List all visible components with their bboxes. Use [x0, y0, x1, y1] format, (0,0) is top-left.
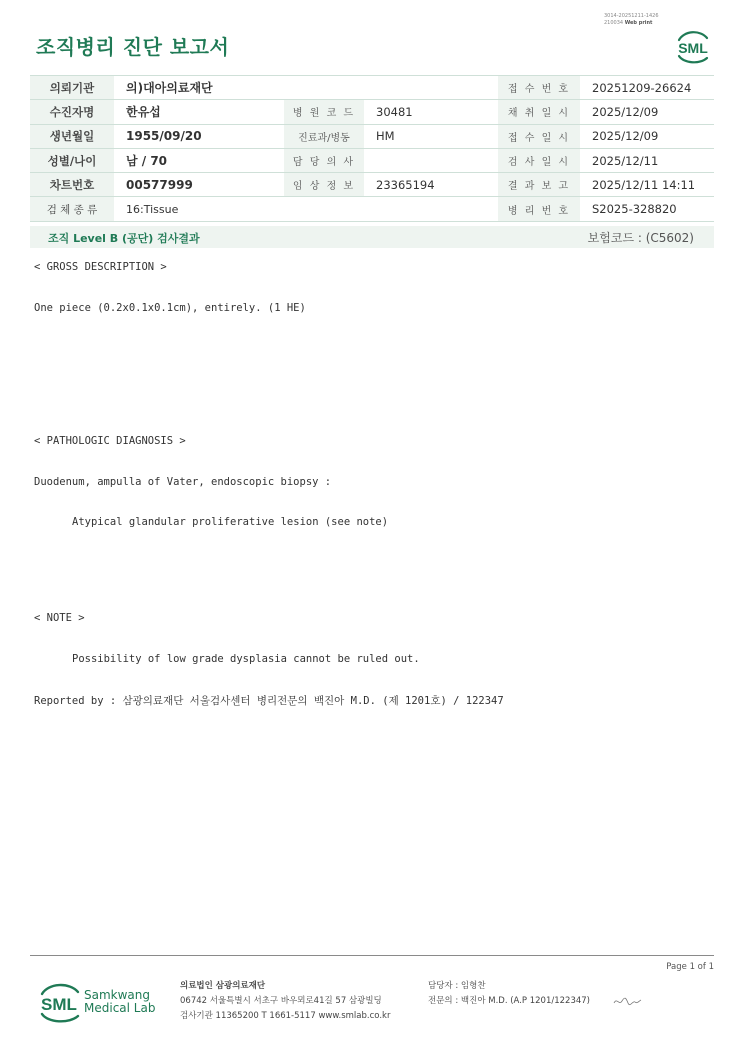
page-number: Page 1 of 1: [666, 962, 714, 972]
diagnosis-site: Duodenum, ampulla of Vater, endoscopic biopsy :: [34, 476, 332, 488]
receipt-number-label: 접 수 번 호: [498, 76, 580, 100]
pathology-number-value: S2025-328820: [580, 197, 714, 221]
receipt-date-value: 2025/12/09: [580, 124, 714, 148]
patient-name-label: 수진자명: [30, 100, 114, 124]
footer-org-block: [180, 979, 390, 1024]
specimen-type-value: 16:Tissue: [114, 197, 498, 221]
footer-contact: 검사기관 11365200 T 1661-5117 www.smlab.co.kr: [180, 1011, 391, 1021]
attending-doctor-value: [364, 148, 498, 172]
doctor-label: 전문의 :: [428, 996, 459, 1006]
clinical-info-label: 임 상 정 보: [284, 173, 364, 197]
web-print-label: Web print: [624, 20, 653, 26]
info-row: [30, 148, 714, 172]
staff-name: 임형찬: [460, 981, 486, 991]
receipt-number-value: 20251209-26624: [580, 76, 714, 100]
patient-info-table: [30, 75, 714, 222]
department-label: 진료과/병동: [284, 124, 364, 148]
test-date-label: 검 사 일 시: [498, 148, 580, 172]
footer-staff-block: [428, 979, 590, 1009]
info-row: [30, 197, 714, 221]
samkwang-logo-icon: [36, 980, 86, 1024]
doctor-name: 백진아 M.D. (A.P 1201/122347): [460, 996, 590, 1006]
print-code: [604, 13, 659, 27]
note-text: Possibility of low grade dysplasia cannot be ruled out.: [72, 653, 420, 665]
result-report-value: 2025/12/11 14:11: [580, 173, 714, 197]
birth-date-label: 생년월일: [30, 124, 114, 148]
info-row: [30, 124, 714, 148]
footer-address: 06742 서울특별시 서초구 바우뫼로41길 57 삼광빌딩: [180, 996, 382, 1006]
footer-staff-row: [428, 979, 590, 994]
pathology-number-label: 병 리 번 호: [498, 197, 580, 221]
brand-line1: Samkwang: [84, 988, 150, 1002]
diagnosis-heading: < PATHOLOGIC DIAGNOSIS >: [34, 435, 186, 447]
sex-age-label: 성별/나이: [30, 148, 114, 172]
info-row: [30, 173, 714, 197]
clinical-info-value: 23365194: [364, 173, 498, 197]
diagnosis-text: Atypical glandular proliferative lesion (see note): [72, 516, 389, 528]
insurance-code: 보험코드 : (C5602): [587, 231, 694, 245]
footer-brand: [84, 989, 155, 1015]
birth-date-value: 1955/09/20: [114, 124, 284, 148]
chart-number-label: 차트번호: [30, 173, 114, 197]
section-title: 조직 Level B (공단) 검사결과: [48, 232, 200, 245]
footer-doctor-row: [428, 994, 590, 1009]
collection-date-label: 채 취 일 시: [498, 100, 580, 124]
footer-divider: [30, 955, 714, 956]
signature-icon: [612, 994, 642, 1008]
staff-label: 담당자 :: [428, 981, 459, 991]
collection-date-value: 2025/12/09: [580, 100, 714, 124]
hospital-code-value: 30481: [364, 100, 498, 124]
requesting-institution-label: 의뢰기관: [30, 76, 114, 100]
print-code-line1: 3014-20251211-1426: [604, 13, 659, 19]
footer-org: 의료법인 삼광의료재단: [180, 981, 266, 991]
reported-by: Reported by : 삼광의료재단 서울검사센터 병리전문의 백진아 M.D. (제 1201호) / 122347: [34, 695, 504, 707]
hospital-code-label: 병 원 코 드: [284, 100, 364, 124]
sml-logo-text: SML: [678, 40, 708, 56]
info-row: [30, 100, 714, 124]
chart-number-value: 00577999: [114, 173, 284, 197]
specimen-type-label: 검 체 종 류: [30, 197, 114, 221]
sml-logo-icon: [671, 26, 715, 64]
requesting-institution-value: 의)대아의료재단: [114, 76, 498, 100]
result-report-label: 결 과 보 고: [498, 173, 580, 197]
brand-line2: Medical Lab: [84, 1001, 156, 1015]
gross-heading: < GROSS DESCRIPTION >: [34, 261, 167, 273]
gross-text: One piece (0.2x0.1x0.1cm), entirely. (1 HE): [34, 302, 306, 314]
attending-doctor-label: 담 당 의 사: [284, 148, 364, 172]
sex-age-value: 남 / 70: [114, 148, 284, 172]
patient-name-value: 한유섭: [114, 100, 284, 124]
test-date-value: 2025/12/11: [580, 148, 714, 172]
receipt-date-label: 접 수 일 시: [498, 124, 580, 148]
footer-logo-text: SML: [41, 995, 77, 1014]
print-code-line2: 210034 Web print: [604, 20, 653, 26]
info-row: [30, 76, 714, 100]
department-value: HM: [364, 124, 498, 148]
note-heading: < NOTE >: [34, 612, 85, 624]
page-title: 조직병리 진단 보고서: [36, 35, 230, 59]
